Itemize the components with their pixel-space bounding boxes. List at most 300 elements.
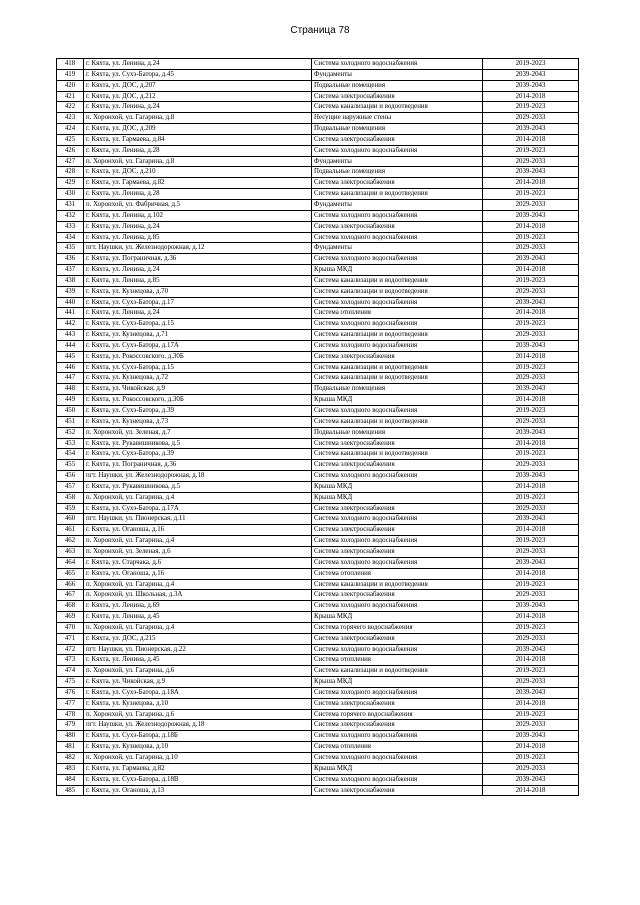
period-cell: 2039-2043 bbox=[483, 384, 579, 395]
row-number-cell: 450 bbox=[57, 406, 84, 417]
row-number-cell: 429 bbox=[57, 178, 84, 189]
work-type-cell: Крыша МКД bbox=[312, 763, 483, 774]
table-row bbox=[57, 753, 579, 764]
row-number-cell: 420 bbox=[57, 80, 84, 91]
row-number-cell: 473 bbox=[57, 655, 84, 666]
address-cell: п. Хоронхой, ул. Гагарина, д.8 bbox=[84, 113, 312, 124]
table-row bbox=[57, 80, 579, 91]
address-cell: г. Кяхта, ул. Оганоша, д.16 bbox=[84, 568, 312, 579]
period-cell: 2039-2043 bbox=[483, 601, 579, 612]
period-cell: 2039-2043 bbox=[483, 69, 579, 80]
work-type-cell: Система холодного водоснабжения bbox=[312, 59, 483, 70]
row-number-cell: 427 bbox=[57, 156, 84, 167]
table-row bbox=[57, 406, 579, 417]
address-cell: п. Хоронхой, ул. Зеленая, д.6 bbox=[84, 546, 312, 557]
address-cell: г. Кяхта, ул. Рукавишникова, д.5 bbox=[84, 438, 312, 449]
table-row bbox=[57, 254, 579, 265]
address-cell: г. Кяхта, ул. Гармаева, д.82 bbox=[84, 763, 312, 774]
row-number-cell: 469 bbox=[57, 612, 84, 623]
address-cell: г. Кяхта, ул. Ленина, д.28 bbox=[84, 145, 312, 156]
row-number-cell: 470 bbox=[57, 622, 84, 633]
row-number-cell: 483 bbox=[57, 763, 84, 774]
table-row bbox=[57, 666, 579, 677]
work-type-cell: Система канализации и водоотведения bbox=[312, 362, 483, 373]
row-number-cell: 468 bbox=[57, 601, 84, 612]
work-type-cell: Фундаменты bbox=[312, 243, 483, 254]
address-cell: г. Кяхта, ул. Ленина, д.85 bbox=[84, 275, 312, 286]
address-cell: пгт. Наушки, ул. Пионерская, д.22 bbox=[84, 644, 312, 655]
work-type-cell: Подвальные помещения bbox=[312, 167, 483, 178]
work-type-cell: Система холодного водоснабжения bbox=[312, 340, 483, 351]
work-type-cell: Система горячего водоснабжения bbox=[312, 622, 483, 633]
work-type-cell: Система холодного водоснабжения bbox=[312, 536, 483, 547]
period-cell: 2029-2033 bbox=[483, 503, 579, 514]
row-number-cell: 480 bbox=[57, 731, 84, 742]
address-cell: п. Хоронхой, ул. Гагарина, д.4 bbox=[84, 622, 312, 633]
address-cell: г. Кяхта, ул. Ленина, д.24 bbox=[84, 59, 312, 70]
period-cell: 2029-2033 bbox=[483, 373, 579, 384]
work-type-cell: Система канализации и водоотведения bbox=[312, 579, 483, 590]
address-cell: г. Кяхта, ул. Рокоссовского, д.30Б bbox=[84, 351, 312, 362]
address-cell: п. Хоронхой, ул. Гагарина, д.8 bbox=[84, 156, 312, 167]
work-type-cell: Система холодного водоснабжения bbox=[312, 601, 483, 612]
address-cell: г. Кяхта, ул. Оганоша, д.13 bbox=[84, 785, 312, 796]
period-cell: 2014-2018 bbox=[483, 655, 579, 666]
period-cell: 2019-2023 bbox=[483, 492, 579, 503]
row-number-cell: 467 bbox=[57, 590, 84, 601]
table-row bbox=[57, 525, 579, 536]
work-type-cell: Система холодного водоснабжения bbox=[312, 232, 483, 243]
row-number-cell: 453 bbox=[57, 438, 84, 449]
table-row bbox=[57, 785, 579, 796]
address-cell: г. Кяхта, ул. Сухэ-Батора, д.17А bbox=[84, 340, 312, 351]
work-type-cell: Система холодного водоснабжения bbox=[312, 297, 483, 308]
table-row bbox=[57, 351, 579, 362]
table-row bbox=[57, 265, 579, 276]
period-cell: 2019-2023 bbox=[483, 666, 579, 677]
table-row bbox=[57, 59, 579, 70]
row-number-cell: 465 bbox=[57, 568, 84, 579]
work-type-cell: Система электроснабжения bbox=[312, 221, 483, 232]
period-cell: 2029-2033 bbox=[483, 243, 579, 254]
address-cell: п. Хоронхой, ул. Гагарина, д.6 bbox=[84, 666, 312, 677]
work-type-cell: Система холодного водоснабжения bbox=[312, 406, 483, 417]
table-row bbox=[57, 167, 579, 178]
address-cell: г. Кяхта, ул. Кузнецова, д.71 bbox=[84, 330, 312, 341]
row-number-cell: 435 bbox=[57, 243, 84, 254]
work-type-cell: Система канализации и водоотведения bbox=[312, 330, 483, 341]
period-cell: 2039-2043 bbox=[483, 644, 579, 655]
period-cell: 2029-2033 bbox=[483, 763, 579, 774]
row-number-cell: 464 bbox=[57, 557, 84, 568]
work-type-cell: Система горячего водоснабжения bbox=[312, 709, 483, 720]
row-number-cell: 477 bbox=[57, 698, 84, 709]
period-cell: 2014-2018 bbox=[483, 568, 579, 579]
address-cell: г. Кяхта, ул. Гармаева, д.82 bbox=[84, 178, 312, 189]
table-row bbox=[57, 763, 579, 774]
table-row bbox=[57, 319, 579, 330]
table-row bbox=[57, 546, 579, 557]
address-cell: г. Кяхта, ул. ДОС, д.212 bbox=[84, 91, 312, 102]
period-cell: 2019-2023 bbox=[483, 319, 579, 330]
address-cell: г. Кяхта, ул. Сухэ-Батора, д.18А bbox=[84, 687, 312, 698]
period-cell: 2019-2023 bbox=[483, 102, 579, 113]
row-number-cell: 434 bbox=[57, 232, 84, 243]
work-type-cell: Система холодного водоснабжения bbox=[312, 210, 483, 221]
period-cell: 2014-2018 bbox=[483, 481, 579, 492]
address-cell: г. Кяхта, ул. ДОС, д.210 bbox=[84, 167, 312, 178]
address-cell: г. Кяхта, ул. Ленина, д.24 bbox=[84, 308, 312, 319]
period-cell: 2019-2023 bbox=[483, 232, 579, 243]
work-type-cell: Система электроснабжения bbox=[312, 546, 483, 557]
period-cell: 2039-2043 bbox=[483, 210, 579, 221]
period-cell: 2039-2043 bbox=[483, 427, 579, 438]
table-row bbox=[57, 655, 579, 666]
work-type-cell: Система холодного водоснабжения bbox=[312, 731, 483, 742]
address-cell: пгт. Наушки, ул. Железнодорожная, д.18 bbox=[84, 720, 312, 731]
table-row bbox=[57, 373, 579, 384]
row-number-cell: 449 bbox=[57, 395, 84, 406]
table-row bbox=[57, 687, 579, 698]
address-cell: г. Кяхта, ул. Ленина, д.69 bbox=[84, 601, 312, 612]
address-cell: п. Хоронхой, ул. Гагарина, д.4 bbox=[84, 579, 312, 590]
row-number-cell: 485 bbox=[57, 785, 84, 796]
address-cell: п. Хоронхой, ул. Гагарина, д.10 bbox=[84, 753, 312, 764]
period-cell: 2019-2023 bbox=[483, 189, 579, 200]
work-type-cell: Система отопления bbox=[312, 742, 483, 753]
table-row bbox=[57, 308, 579, 319]
address-cell: г. Кяхта, ул. Пограничная, д.36 bbox=[84, 254, 312, 265]
table-row bbox=[57, 492, 579, 503]
address-cell: п. Хоронхой, ул. Зеленая, д.7 bbox=[84, 427, 312, 438]
period-cell: 2029-2033 bbox=[483, 590, 579, 601]
address-cell: г. Кяхта, ул. Ленина, д.24 bbox=[84, 221, 312, 232]
table-row bbox=[57, 677, 579, 688]
address-cell: г. Кяхта, ул. Кузнецова, д.73 bbox=[84, 416, 312, 427]
period-cell: 2014-2018 bbox=[483, 438, 579, 449]
table-row bbox=[57, 622, 579, 633]
row-number-cell: 484 bbox=[57, 774, 84, 785]
table-row bbox=[57, 362, 579, 373]
period-cell: 2019-2023 bbox=[483, 145, 579, 156]
period-cell: 2029-2033 bbox=[483, 546, 579, 557]
row-number-cell: 425 bbox=[57, 134, 84, 145]
row-number-cell: 418 bbox=[57, 59, 84, 70]
period-cell: 2014-2018 bbox=[483, 265, 579, 276]
period-cell: 2014-2018 bbox=[483, 525, 579, 536]
address-cell: г. Кяхта, ул. Кузнецова, д.10 bbox=[84, 698, 312, 709]
row-number-cell: 438 bbox=[57, 275, 84, 286]
row-number-cell: 456 bbox=[57, 471, 84, 482]
row-number-cell: 441 bbox=[57, 308, 84, 319]
row-number-cell: 472 bbox=[57, 644, 84, 655]
work-type-cell: Система канализации и водоотведения bbox=[312, 416, 483, 427]
period-cell: 2014-2018 bbox=[483, 178, 579, 189]
address-cell: г. Кяхта, ул. Кузнецова, д.70 bbox=[84, 286, 312, 297]
period-cell: 2039-2043 bbox=[483, 471, 579, 482]
work-type-cell: Несущие наружные стены bbox=[312, 113, 483, 124]
row-number-cell: 431 bbox=[57, 199, 84, 210]
address-cell: г. Кяхта, ул. Сухэ-Батора, д.18Б bbox=[84, 731, 312, 742]
table-row bbox=[57, 590, 579, 601]
work-type-cell: Система электроснабжения bbox=[312, 351, 483, 362]
row-number-cell: 457 bbox=[57, 481, 84, 492]
row-number-cell: 482 bbox=[57, 753, 84, 764]
period-cell: 2029-2033 bbox=[483, 720, 579, 731]
table-row bbox=[57, 221, 579, 232]
period-cell: 2014-2018 bbox=[483, 134, 579, 145]
work-type-cell: Крыша МКД bbox=[312, 265, 483, 276]
address-cell: пгт. Наушки, ул. Железнодорожная, д.12 bbox=[84, 243, 312, 254]
table-row bbox=[57, 579, 579, 590]
period-cell: 2029-2033 bbox=[483, 633, 579, 644]
address-cell: г. Кяхта, ул. Рокоссовского, д.30Б bbox=[84, 395, 312, 406]
table-row bbox=[57, 124, 579, 135]
work-type-cell: Подвальные помещения bbox=[312, 384, 483, 395]
address-cell: п. Хоронхой, ул. Фабричная, д.5 bbox=[84, 199, 312, 210]
row-number-cell: 454 bbox=[57, 449, 84, 460]
address-cell: г. Кяхта, ул. Сухэ-Батора, д.15 bbox=[84, 362, 312, 373]
work-type-cell: Система холодного водоснабжения bbox=[312, 145, 483, 156]
row-number-cell: 419 bbox=[57, 69, 84, 80]
table-row bbox=[57, 232, 579, 243]
table-row bbox=[57, 330, 579, 341]
period-cell: 2014-2018 bbox=[483, 221, 579, 232]
work-type-cell: Система отопления bbox=[312, 308, 483, 319]
row-number-cell: 460 bbox=[57, 514, 84, 525]
row-number-cell: 459 bbox=[57, 503, 84, 514]
address-cell: г. Кяхта, ул. Старчака, д.6 bbox=[84, 557, 312, 568]
row-number-cell: 471 bbox=[57, 633, 84, 644]
work-type-cell: Подвальные помещения bbox=[312, 427, 483, 438]
row-number-cell: 458 bbox=[57, 492, 84, 503]
address-cell: г. Кяхта, ул. Пограничная, д.36 bbox=[84, 460, 312, 471]
work-type-cell: Крыша МКД bbox=[312, 481, 483, 492]
table-row bbox=[57, 113, 579, 124]
work-type-cell: Система канализации и водоотведения bbox=[312, 275, 483, 286]
table-row bbox=[57, 69, 579, 80]
work-type-cell: Крыша МКД bbox=[312, 677, 483, 688]
work-type-cell: Фундаменты bbox=[312, 199, 483, 210]
table-row bbox=[57, 568, 579, 579]
period-cell: 2019-2023 bbox=[483, 753, 579, 764]
row-number-cell: 444 bbox=[57, 340, 84, 351]
work-type-cell: Система канализации и водоотведения bbox=[312, 373, 483, 384]
work-type-cell: Система отопления bbox=[312, 655, 483, 666]
period-cell: 2019-2023 bbox=[483, 275, 579, 286]
period-cell: 2014-2018 bbox=[483, 785, 579, 796]
row-number-cell: 423 bbox=[57, 113, 84, 124]
table-row bbox=[57, 286, 579, 297]
work-type-cell: Система холодного водоснабжения bbox=[312, 514, 483, 525]
address-cell: г. Кяхта, ул. Ленина, д.24 bbox=[84, 102, 312, 113]
table-row bbox=[57, 340, 579, 351]
work-type-cell: Система электроснабжения bbox=[312, 633, 483, 644]
period-cell: 2029-2033 bbox=[483, 199, 579, 210]
work-type-cell: Система канализации и водоотведения bbox=[312, 189, 483, 200]
work-type-cell: Система электроснабжения bbox=[312, 525, 483, 536]
address-cell: г. Кяхта, ул. Ленина, д.102 bbox=[84, 210, 312, 221]
work-type-cell: Система электроснабжения bbox=[312, 438, 483, 449]
period-cell: 2019-2023 bbox=[483, 579, 579, 590]
row-number-cell: 463 bbox=[57, 546, 84, 557]
row-number-cell: 447 bbox=[57, 373, 84, 384]
row-number-cell: 440 bbox=[57, 297, 84, 308]
period-cell: 2039-2043 bbox=[483, 687, 579, 698]
work-type-cell: Система отопления bbox=[312, 568, 483, 579]
table-row bbox=[57, 243, 579, 254]
address-cell: п. Хоронхой, ул. Гагарина, д.6 bbox=[84, 709, 312, 720]
address-cell: г. Кяхта, ул. Сухэ-Батора, д.39 bbox=[84, 449, 312, 460]
period-cell: 2039-2043 bbox=[483, 774, 579, 785]
address-cell: г. Кяхта, ул. Ленина, д.45 bbox=[84, 655, 312, 666]
work-type-cell: Система электроснабжения bbox=[312, 460, 483, 471]
table-row bbox=[57, 557, 579, 568]
table-row bbox=[57, 698, 579, 709]
row-number-cell: 474 bbox=[57, 666, 84, 677]
work-type-cell: Система канализации и водоотведения bbox=[312, 286, 483, 297]
table-row bbox=[57, 731, 579, 742]
row-number-cell: 433 bbox=[57, 221, 84, 232]
period-cell: 2019-2023 bbox=[483, 362, 579, 373]
period-cell: 2039-2043 bbox=[483, 731, 579, 742]
work-type-cell: Подвальные помещения bbox=[312, 124, 483, 135]
period-cell: 2039-2043 bbox=[483, 124, 579, 135]
work-type-cell: Система холодного водоснабжения bbox=[312, 319, 483, 330]
work-type-cell: Крыша МКД bbox=[312, 612, 483, 623]
period-cell: 2029-2033 bbox=[483, 113, 579, 124]
address-cell: г. Кяхта, ул. Сухэ-Батора, д.15 bbox=[84, 319, 312, 330]
table-row bbox=[57, 514, 579, 525]
address-cell: г. Кяхта, ул. Ленина, д.28 bbox=[84, 189, 312, 200]
work-type-cell: Система электроснабжения bbox=[312, 720, 483, 731]
work-type-cell: Система электроснабжения bbox=[312, 698, 483, 709]
address-cell: г. Кяхта, ул. ДОС, д.207 bbox=[84, 80, 312, 91]
table-row bbox=[57, 460, 579, 471]
row-number-cell: 461 bbox=[57, 525, 84, 536]
table-row bbox=[57, 720, 579, 731]
period-cell: 2039-2043 bbox=[483, 557, 579, 568]
table-row bbox=[57, 134, 579, 145]
work-type-cell: Система холодного водоснабжения bbox=[312, 254, 483, 265]
work-type-cell: Система холодного водоснабжения bbox=[312, 753, 483, 764]
address-cell: г. Кяхта, ул. Рукавишникова, д.5 bbox=[84, 481, 312, 492]
period-cell: 2039-2043 bbox=[483, 514, 579, 525]
table-row bbox=[57, 612, 579, 623]
row-number-cell: 430 bbox=[57, 189, 84, 200]
address-cell: г. Кяхта, ул. Кузнецова, д.72 bbox=[84, 373, 312, 384]
row-number-cell: 452 bbox=[57, 427, 84, 438]
table-row bbox=[57, 199, 579, 210]
repair-schedule-table bbox=[56, 58, 579, 796]
work-type-cell: Система электроснабжения bbox=[312, 785, 483, 796]
row-number-cell: 481 bbox=[57, 742, 84, 753]
table-row bbox=[57, 644, 579, 655]
period-cell: 2019-2023 bbox=[483, 59, 579, 70]
table-row bbox=[57, 709, 579, 720]
address-cell: пгт. Наушки, ул. Железнодорожная, д.18 bbox=[84, 471, 312, 482]
address-cell: г. Кяхта, ул. Сухэ-Батора, д.17А bbox=[84, 503, 312, 514]
work-type-cell: Фундаменты bbox=[312, 69, 483, 80]
work-type-cell: Система холодного водоснабжения bbox=[312, 774, 483, 785]
table-row bbox=[57, 481, 579, 492]
row-number-cell: 421 bbox=[57, 91, 84, 102]
work-type-cell: Система электроснабжения bbox=[312, 134, 483, 145]
row-number-cell: 478 bbox=[57, 709, 84, 720]
work-type-cell: Система канализации и водоотведения bbox=[312, 449, 483, 460]
work-type-cell: Система холодного водоснабжения bbox=[312, 557, 483, 568]
period-cell: 2014-2018 bbox=[483, 308, 579, 319]
row-number-cell: 422 bbox=[57, 102, 84, 113]
table-row bbox=[57, 742, 579, 753]
period-cell: 2019-2023 bbox=[483, 406, 579, 417]
address-cell: г. Кяхта, ул. ДОС, д.215 bbox=[84, 633, 312, 644]
address-cell: г. Кяхта, ул. Кузнецова, д.10 bbox=[84, 742, 312, 753]
period-cell: 2014-2018 bbox=[483, 698, 579, 709]
address-cell: г. Кяхта, ул. Ленина, д.24 bbox=[84, 265, 312, 276]
address-cell: г. Кяхта, ул. Сухэ-Батора, д.17 bbox=[84, 297, 312, 308]
row-number-cell: 432 bbox=[57, 210, 84, 221]
row-number-cell: 428 bbox=[57, 167, 84, 178]
row-number-cell: 445 bbox=[57, 351, 84, 362]
row-number-cell: 448 bbox=[57, 384, 84, 395]
address-cell: г. Кяхта, ул. Ленина, д.85 bbox=[84, 232, 312, 243]
row-number-cell: 443 bbox=[57, 330, 84, 341]
work-type-cell: Система электроснабжения bbox=[312, 91, 483, 102]
period-cell: 2029-2033 bbox=[483, 156, 579, 167]
period-cell: 2039-2043 bbox=[483, 80, 579, 91]
table-row bbox=[57, 438, 579, 449]
table-row bbox=[57, 275, 579, 286]
table-row bbox=[57, 384, 579, 395]
address-cell: п. Хоронхой, ул. Гагарина, д.4 bbox=[84, 536, 312, 547]
row-number-cell: 451 bbox=[57, 416, 84, 427]
table-row bbox=[57, 471, 579, 482]
table-row bbox=[57, 189, 579, 200]
row-number-cell: 436 bbox=[57, 254, 84, 265]
work-type-cell: Система электроснабжения bbox=[312, 178, 483, 189]
period-cell: 2014-2018 bbox=[483, 612, 579, 623]
work-type-cell: Система холодного водоснабжения bbox=[312, 471, 483, 482]
table-row bbox=[57, 601, 579, 612]
row-number-cell: 442 bbox=[57, 319, 84, 330]
row-number-cell: 475 bbox=[57, 677, 84, 688]
period-cell: 2019-2023 bbox=[483, 709, 579, 720]
row-number-cell: 466 bbox=[57, 579, 84, 590]
period-cell: 2019-2023 bbox=[483, 622, 579, 633]
row-number-cell: 437 bbox=[57, 265, 84, 276]
work-type-cell: Крыша МКД bbox=[312, 395, 483, 406]
row-number-cell: 476 bbox=[57, 687, 84, 698]
table-row bbox=[57, 102, 579, 113]
work-type-cell: Система канализации и водоотведения bbox=[312, 102, 483, 113]
period-cell: 2029-2033 bbox=[483, 330, 579, 341]
period-cell: 2014-2018 bbox=[483, 742, 579, 753]
table-row bbox=[57, 145, 579, 156]
table-row bbox=[57, 449, 579, 460]
work-type-cell: Система электроснабжения bbox=[312, 503, 483, 514]
page-title: Страница 78 bbox=[290, 25, 350, 36]
row-number-cell: 439 bbox=[57, 286, 84, 297]
address-cell: г. Кяхта, ул. Чикойская, д.9 bbox=[84, 384, 312, 395]
work-type-cell: Система холодного водоснабжения bbox=[312, 644, 483, 655]
period-cell: 2039-2043 bbox=[483, 254, 579, 265]
address-cell: пгт. Наушки, ул. Пионерская, д.11 bbox=[84, 514, 312, 525]
table-row bbox=[57, 395, 579, 406]
table-row bbox=[57, 427, 579, 438]
work-type-cell: Система электроснабжения bbox=[312, 590, 483, 601]
period-cell: 2019-2023 bbox=[483, 536, 579, 547]
